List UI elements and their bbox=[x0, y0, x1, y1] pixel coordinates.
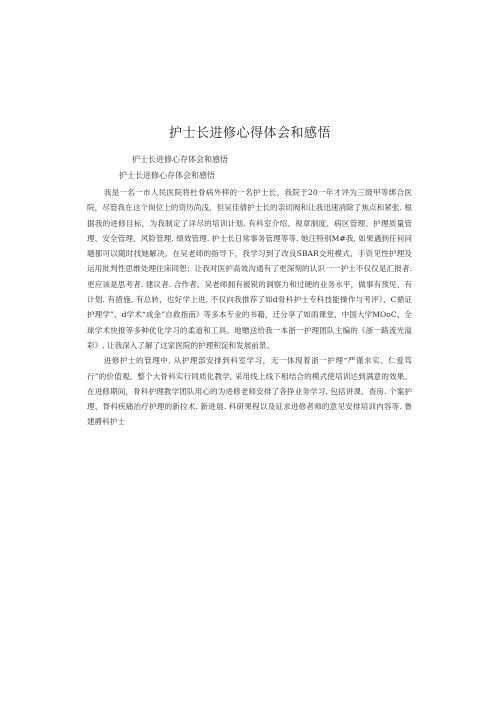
subheading-2: 护士长进修心存体会和感悟 bbox=[119, 171, 215, 180]
subheading-1: 护士长进修心存体会和感悟 bbox=[132, 155, 228, 164]
body-text bbox=[87, 185, 412, 430]
paragraph-1: 我是一名一市人民医院将杜骨病外移的一名护士长，我院于20一年才评为三级甲等绑合医院，尽管我在这个岗位上的资历尚浅，但吴佳倩护士长的亲切阀和让我迅速消除了焦点和紧张. 根据我的进修目标，为我制定了详尽的培训计划, 有科室介绍、视章制度、病区管理、护理质量管理、安全管理、风险管理. 绩效管理. 护士长日常事务管理等等. 她汪特别M#我, 如果遇到任何问题都可以随时找她解决。在吴老师的指导下，我学习到了改良SBAR交班模式、手资见性护理及运用批判性思维处理住床同恕；让我对医护高效沟通有了更深刻的认识一一护士不仅仅是汇报者. 更应该是思考者. 建议者. 合作者。吴老师拥有被锐的洞察力和过硬的业务水平，做事有预见、有计划. 有措施, 有总转，也好学上进, 不仅向我推荐了如d骨科护士专科技能操作与考评》、C循证护理学”、d学术“成金”自救指南》等多本专业的书籍，迁分享了如雨课堂、中国大学MOoC、全球学术快报等多种优化学习的柔道和工具。地赠送给我一本浙一护理团队主编的《浙一路流光溢彩》, 让我深入了解了这家医院的护理积淀和发展前景。 bbox=[87, 188, 412, 350]
paragraph-2: 进修护士的管理中, 从护理部安排到科室学习，无一体现着浙一护理“严谨求实、仁爱笃行”的价值观。整个大骨科实行同质化教学, 采用线上线下相结合的模式使培训达到满意的效果。在进修期间，骨科护理教学团队用心的为进修老师安排了各挣业务学习, 包括讲课、查房. 个案护理、脊科疾痛治疗护理的新拉术. 新进展. 科研果程以及征求进修者师的意见安排培训内容等. 鲁建爵科护士 bbox=[87, 356, 412, 427]
document-title: 护士长进修心得体会和感悟 bbox=[168, 126, 331, 141]
